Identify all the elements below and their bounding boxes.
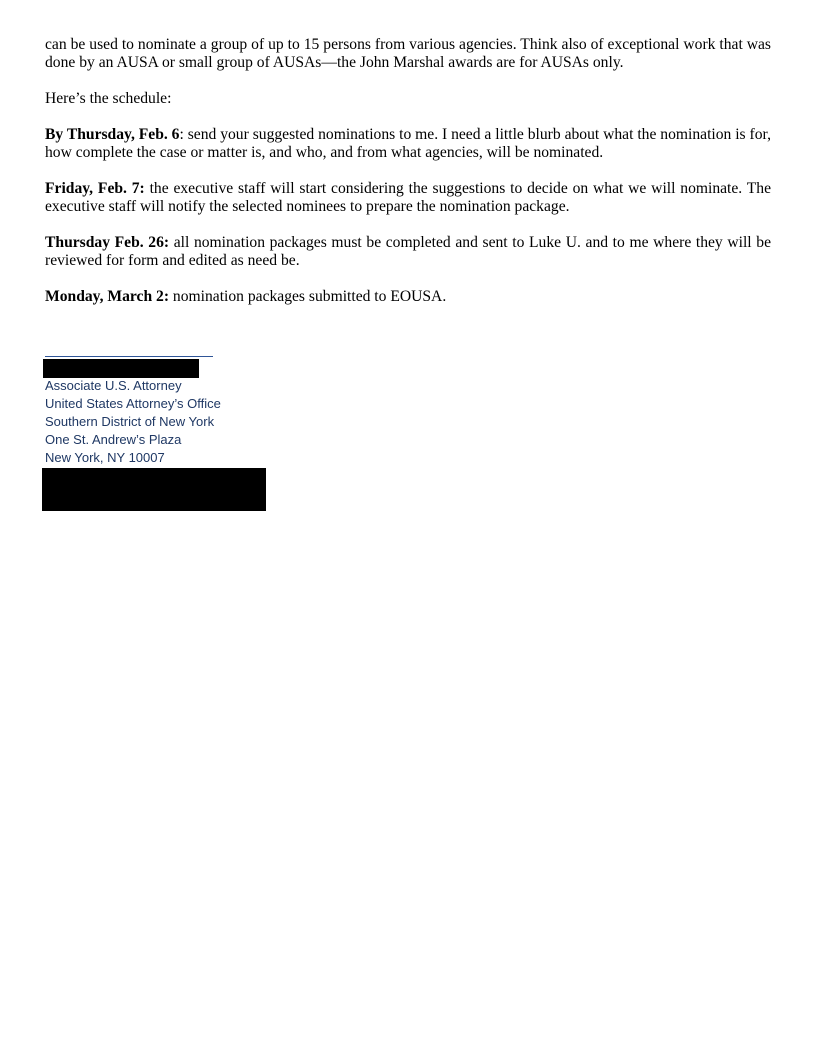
intro-paragraph: can be used to nominate a group of up to 15 persons from various agencies. Think also of exceptional work that was done by an AUSA or small group of AUSAs—the John Marshal awards are for AUSAs only. (45, 36, 771, 71)
redacted-contact (42, 468, 266, 511)
schedule-date: By Thursday, Feb. 6 (45, 126, 180, 143)
email-body (45, 36, 771, 324)
signature-district: Southern District of New York (45, 414, 215, 429)
signature-block (45, 377, 221, 467)
schedule-text: nomination packages submitted to EOUSA. (169, 288, 447, 305)
signature-office: United States Attorney’s Office (45, 396, 221, 411)
signature-address-line1: One St. Andrew’s Plaza (45, 432, 182, 447)
redacted-name (43, 359, 199, 378)
schedule-date: Monday, March 2: (45, 288, 170, 305)
schedule-date: Friday, Feb. 7: (45, 180, 145, 197)
schedule-item (45, 180, 771, 216)
signature-rule-block (45, 340, 213, 357)
schedule-lead: Here’s the schedule: (45, 90, 172, 107)
schedule-item (45, 126, 771, 162)
schedule-text: all nomination packages must be completed and sent to Luke U. and to me where they will be reviewed for form and edited as need be. (45, 234, 771, 269)
schedule-item (45, 288, 771, 306)
signature-address-line2: New York, NY 10007 (45, 450, 165, 465)
schedule-date: Thursday Feb. 26: (45, 234, 170, 251)
schedule-text: : send your suggested nominations to me. I need a little blurb about what the nomination is for, how complete the case or matter is, and who, and from what agencies, will be nominated. (45, 126, 771, 161)
schedule-text: the executive staff will start considering the suggestions to decide on what we will nominate. The executive staff will notify the selected nominees to prepare the nomination package. (45, 180, 771, 215)
signature-title: Associate U.S. Attorney (45, 378, 182, 393)
schedule-item (45, 234, 771, 270)
signature-rule (45, 340, 213, 357)
